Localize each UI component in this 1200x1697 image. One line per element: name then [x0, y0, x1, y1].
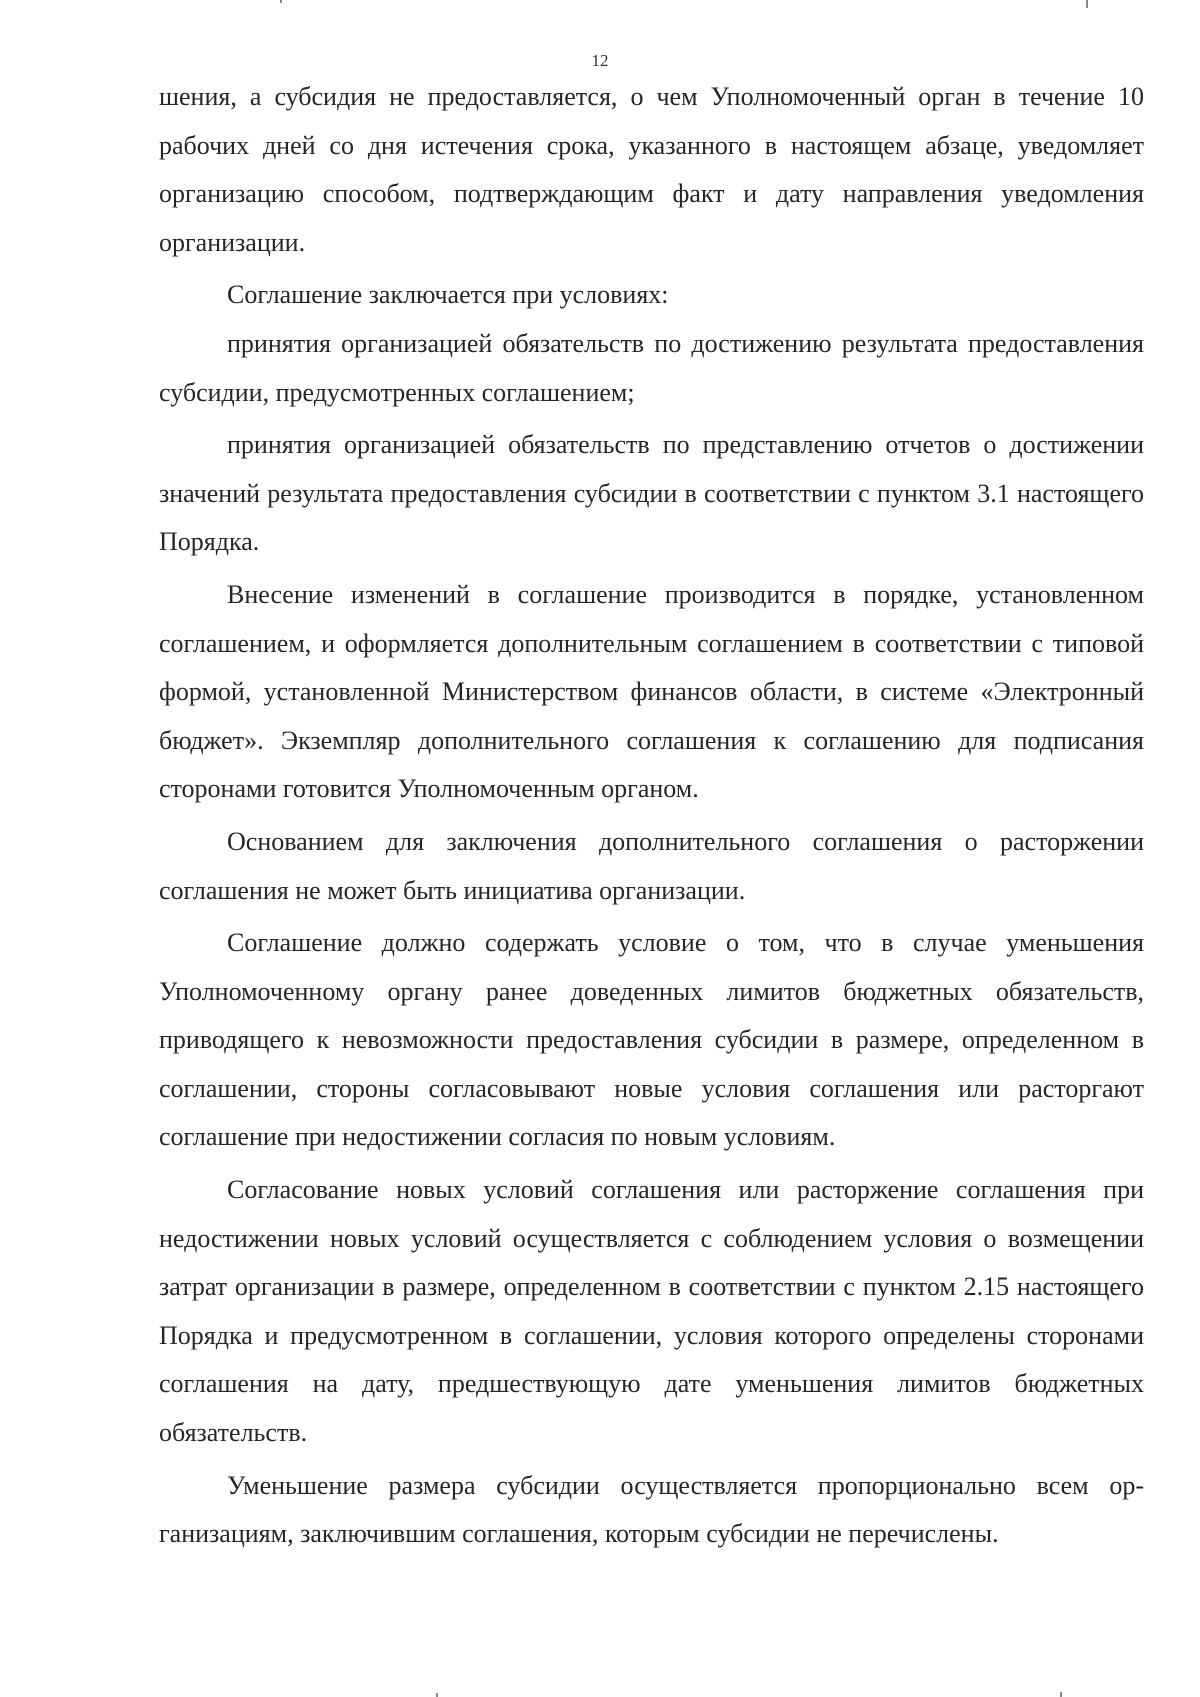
document-body	[159, 73, 1144, 1559]
paragraph-continuation: шения, а субсидия не предоставляется, о чем Уполномоченный орган в течение 10 рабочих дней со дня истечения срока, указанного в настоящем абзаце, уведомляет организацию способом, подтверждающим факт и дату направления уведомления организации.	[159, 82, 1144, 257]
paragraph: принятия организацией обязательств по достижению результата предоставления субсидии, предусмотренных соглашением;	[159, 328, 1144, 407]
paragraph: Внесение изменений в соглашение производится в порядке, установленном соглашением, и оформляется дополнительным соглашением в соответствии с типовой формой, установленной Министерством финансов области, в системе «Электронный бюджет». Экземпляр дополнительного соглашения к соглашению для подписания сторонами готовится Уполномоченным органом.	[159, 579, 1144, 804]
scan-artifact	[1060, 1692, 1062, 1697]
paragraph: Согласование новых условий соглашения или расторжение соглашения при недостижении новых условий осуществляется с соблюдением условия о возмещении затрат организации в размере, определенном в соответствии с пунктом 2.15 настоящего Порядка и предусмотренном в соглашении, условия которого определены сторонами соглашения на дату, предшествующую дате уменьшения лимитов бюджетных обязательств.	[159, 1175, 1144, 1448]
paragraph: Уменьшение размера субсидии осуществляется пропорционально всем организациям, заключившим соглашения, которым субсидии не перечислены.	[159, 1470, 1144, 1549]
scan-artifact	[280, 0, 282, 3]
paragraph: Соглашение должно содержать условие о том, что в случае уменьшения Уполномоченному органу ранее доведенных лимитов бюджетных обязательств, приводящего к невозможности предоставления субсидии в размере, определенном в соглашении, стороны согласовывают новые условия соглашения или расторгают соглашение при недостижении согласия по новым условиям.	[159, 928, 1144, 1152]
paragraph: Основанием для заключения дополнительного соглашения о расторжении соглашения не может быть инициатива организации.	[159, 826, 1144, 905]
page-number: 12	[591, 51, 609, 70]
paragraph: принятия организацией обязательств по представлению отчетов о достижении значений результата предоставления субсидии в соответствии с пунктом 3.1 настоящего Порядка.	[159, 430, 1144, 557]
scan-artifact	[436, 1693, 438, 1697]
paragraph: Соглашение заключается при условиях:	[227, 280, 669, 310]
scan-artifact	[1086, 0, 1088, 8]
